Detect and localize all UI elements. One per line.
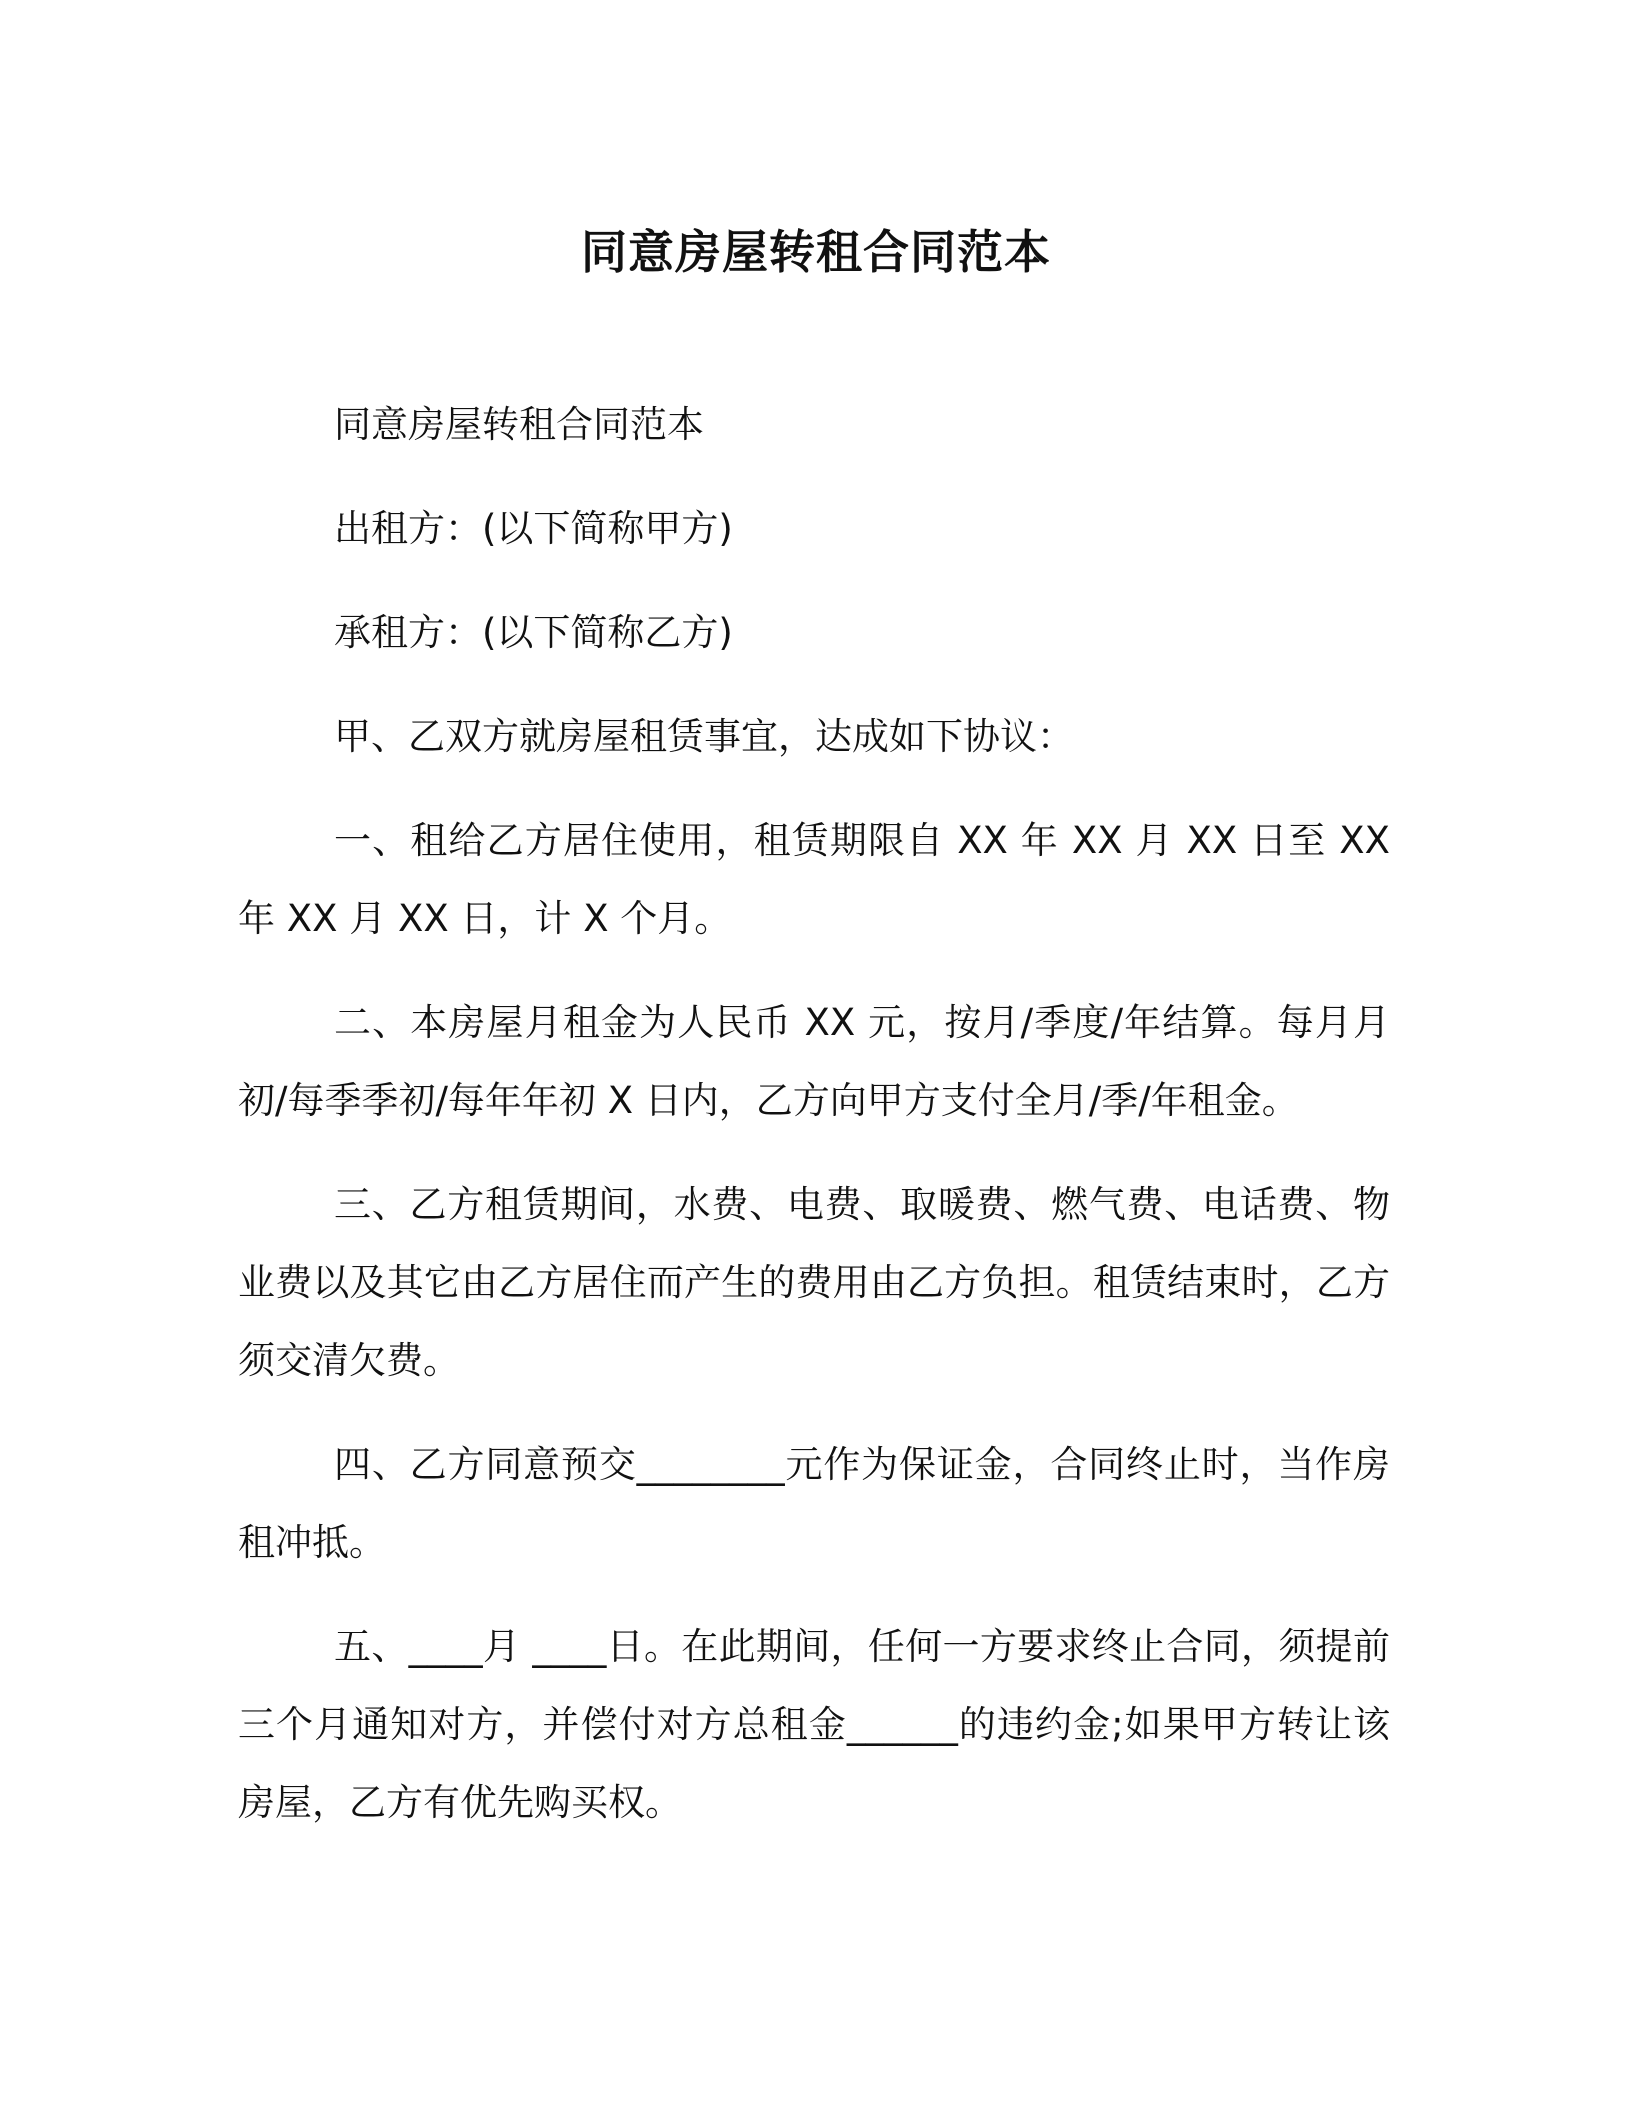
paragraph-clause-1: 一、租给乙方居住使用，租赁期限自 XX 年 XX 月 XX 日至 XX 年 XX 月 XX 日，计 X 个月。: [238, 819, 1390, 940]
document-body: [238, 386, 1390, 1868]
document-title: 同意房屋转租合同范本: [581, 225, 1051, 279]
paragraph-clause-2: 二、本房屋月租金为人民币 XX 元，按月/季度/年结算。每月月初/每季季初/每年年初 X 日内，乙方向甲方支付全月/季/年租金。: [238, 1001, 1390, 1122]
paragraph-clause-5: 五、____月 ____日。在此期间，任何一方要求终止合同，须提前三个月通知对方，并偿付对方总租金______的违约金;如果甲方转让该房屋，乙方有优先购买权。: [238, 1625, 1390, 1824]
paragraph-lessee: 承租方：(以下简称乙方): [334, 611, 733, 654]
paragraph-lessor: 出租方：(以下简称甲方): [334, 507, 733, 550]
paragraph-clause-3: 三、乙方租赁期间，水费、电费、取暖费、燃气费、电话费、物业费以及其它由乙方居住而产生的费用由乙方负担。租赁结束时，乙方须交清欠费。: [238, 1183, 1390, 1382]
paragraph-clause-4: 四、乙方同意预交________元作为保证金，合同终止时，当作房租冲抵。: [238, 1443, 1390, 1564]
paragraph-subtitle: 同意房屋转租合同范本: [334, 403, 704, 446]
paragraph-agreement-intro: 甲、乙双方就房屋租赁事宜，达成如下协议：: [334, 715, 1074, 758]
